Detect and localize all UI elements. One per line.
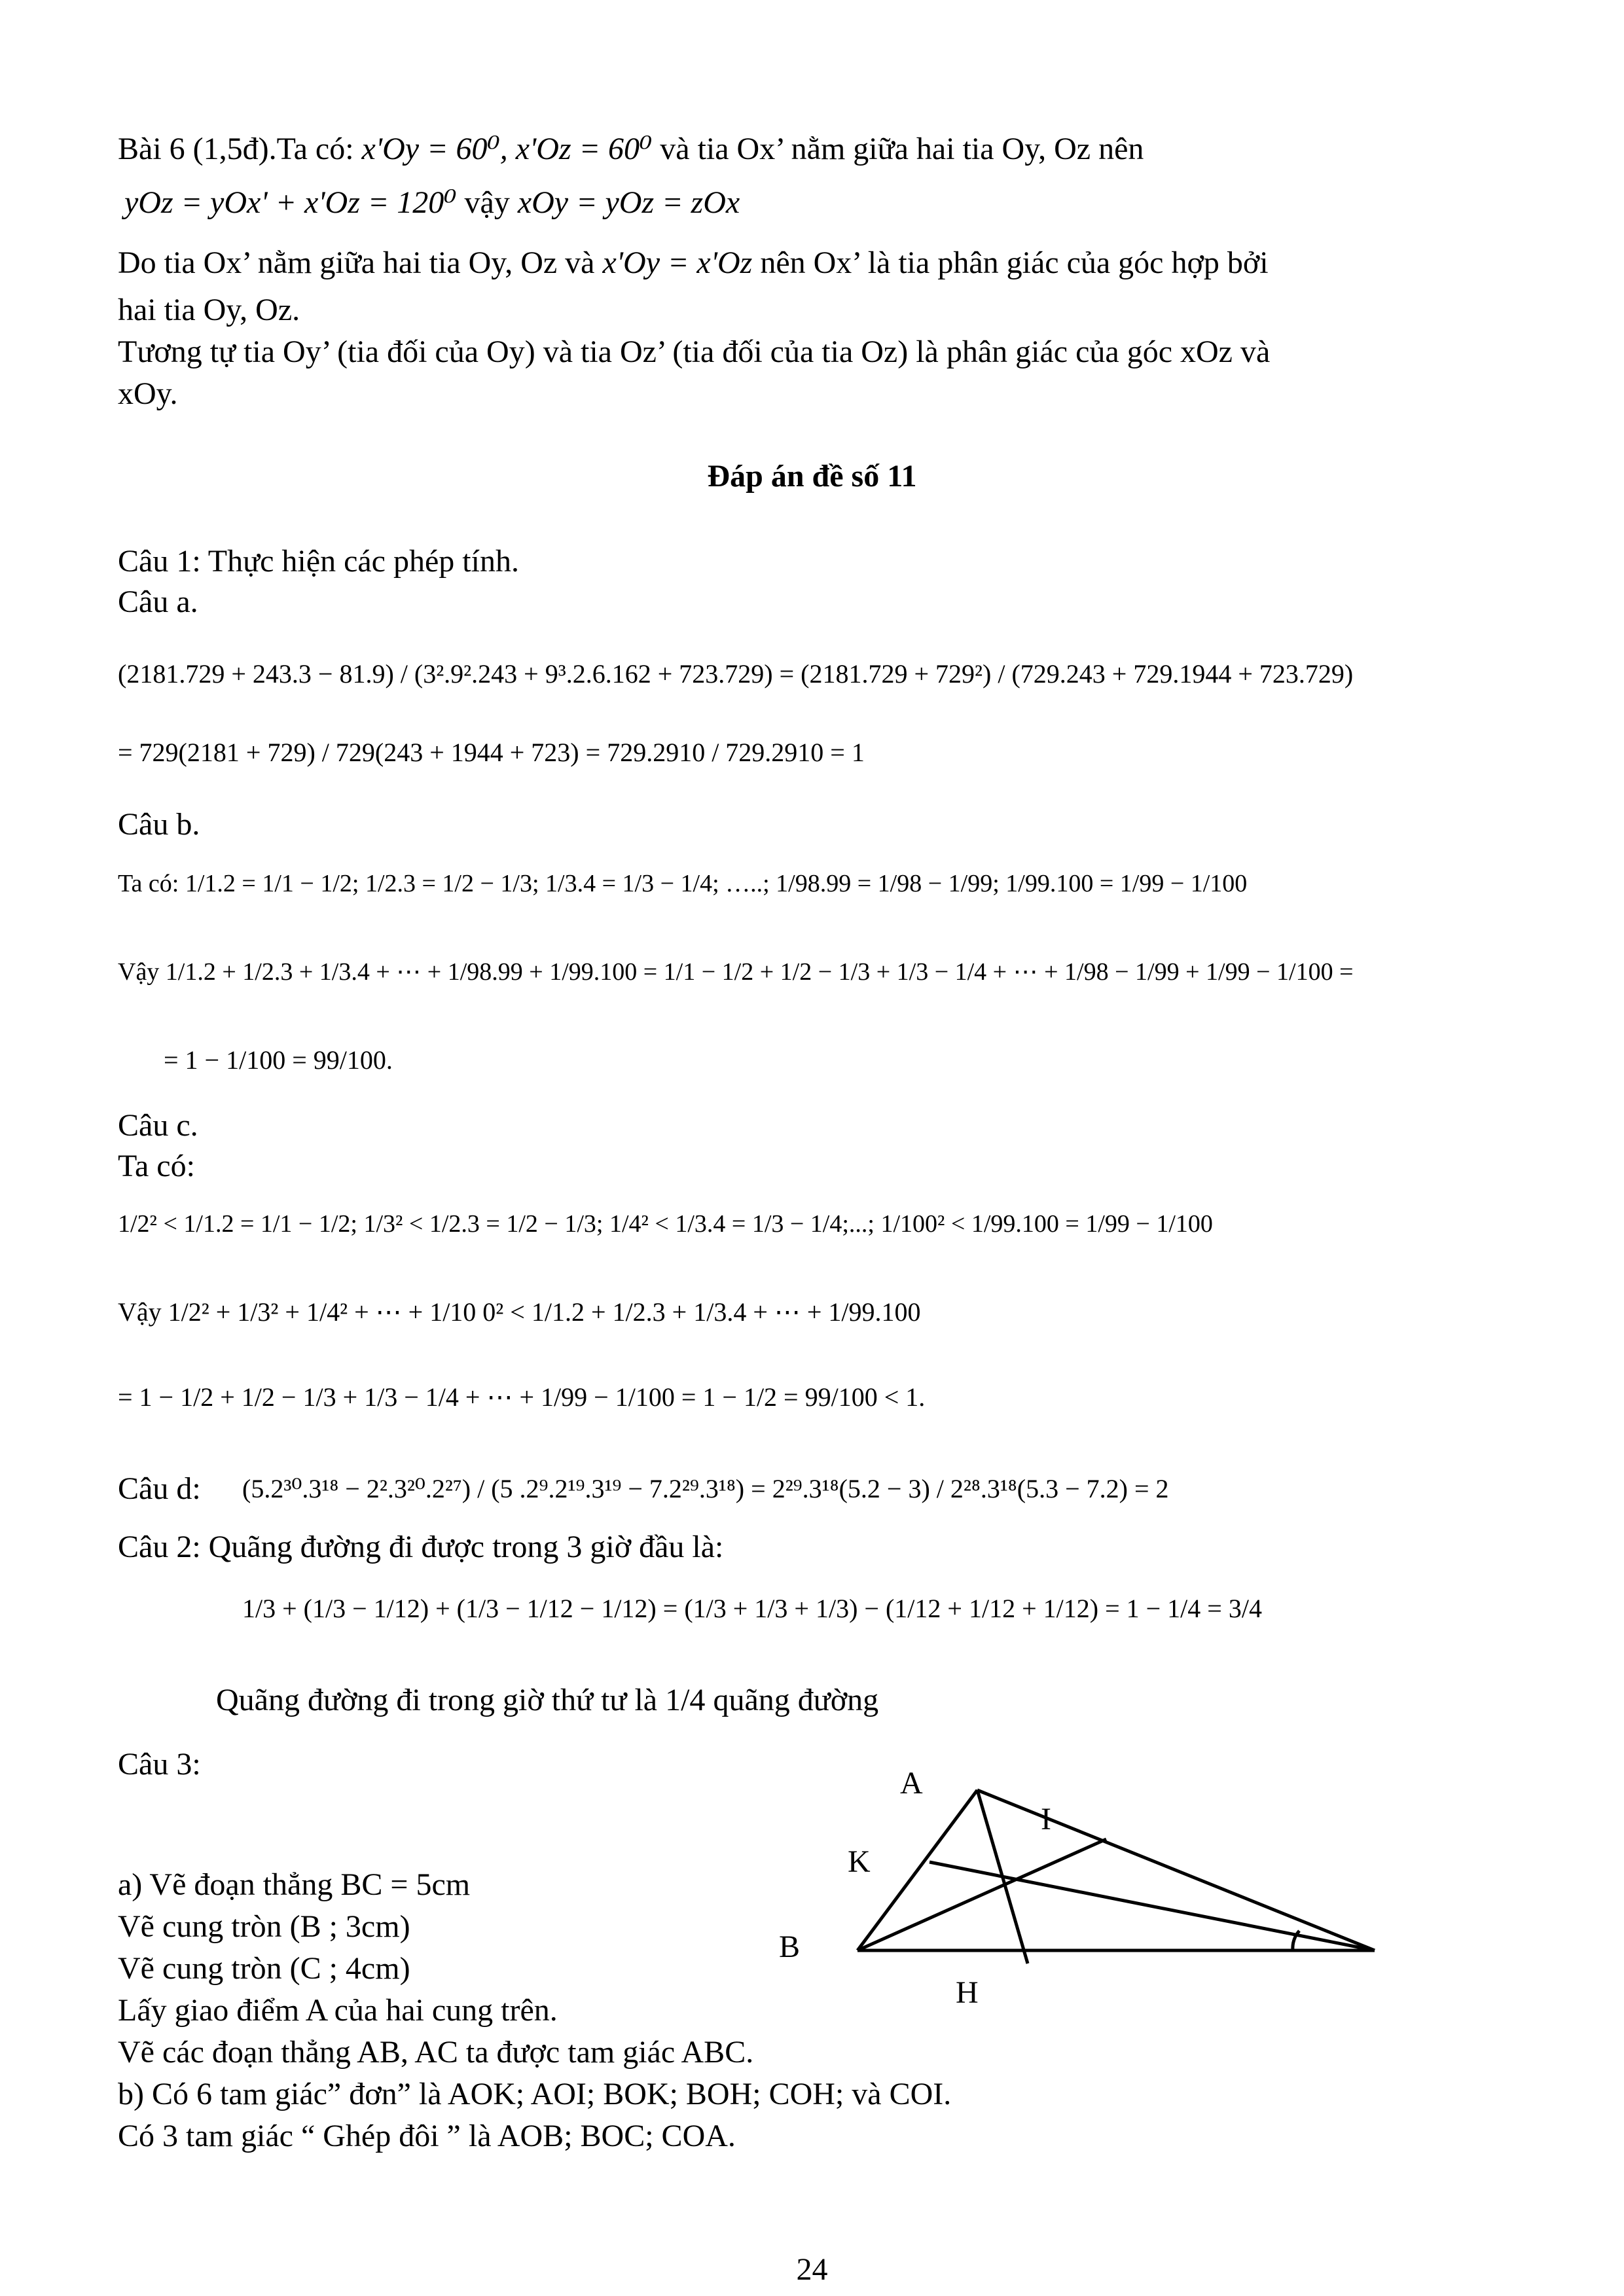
side-ab xyxy=(857,1790,977,1950)
label-b: B xyxy=(779,1929,801,1964)
cau1-a-label: Câu a. xyxy=(118,584,198,619)
label-i: I xyxy=(1041,1802,1051,1837)
section-title: Đáp án đề số 11 xyxy=(707,459,917,493)
segment-bi xyxy=(857,1839,1106,1950)
cau3-a4: Lấy giao điểm A của hai cung trên. xyxy=(118,1993,558,2028)
label-c: C xyxy=(1384,1943,1406,1977)
cau3-a5: Vẽ các đoạn thẳng AB, AC ta được tam giác ABC. xyxy=(118,2035,754,2070)
text: quãng đường xyxy=(705,1683,879,1717)
label-k: K xyxy=(848,1844,871,1879)
cau2-heading: Câu 2: Quãng đường đi được trong 3 giờ đầu là: xyxy=(118,1530,724,1564)
text: Bài 6 (1,5đ).Ta có: xyxy=(118,132,362,166)
text: và tia Ox’ nằm giữa hai tia Oy, Oz nên xyxy=(652,132,1144,166)
cau1-d-label: Câu d: xyxy=(118,1471,201,1506)
math: x'Oy = 60⁰, x'Oz = 60⁰ xyxy=(361,132,653,166)
cau1-b-line1: Ta có: 1/1.2 = 1/1 − 1/2; 1/2.3 = 1/2 − 1/3; 1/3.4 = 1/3 − 1/4; …..; 1/98.99 = 1/98 − 1/99; 1/99.100 = 1/99 − 1/100 xyxy=(118,870,1248,897)
cau1-a-line1: (2181.729 + 243.3 − 81.9) / (3².9².243 + 9³.2.6.162 + 723.729) = (2181.729 + 729²) / (729.243 + 729.1944 + 723.729) xyxy=(118,659,1354,689)
math: x'Oy = x'Oz xyxy=(602,245,753,280)
cau1-b-line3: = 1 − 1/100 = 99/100. xyxy=(164,1045,393,1075)
cau1-c-taco: Ta có: xyxy=(118,1149,195,1183)
cau1-b-line2: Vậy 1/1.2 + 1/2.3 + 1/3.4 + ⋯ + 1/98.99 + 1/99.100 = 1/1 − 1/2 + 1/2 − 1/3 + 1/3 − 1/4 + ⋯ + 1/98 − 1/99 + 1/99 − 1/100 = xyxy=(118,958,1354,986)
math: yOz = yOx' + x'Oz = 120⁰ xyxy=(124,185,457,220)
cau3-b1: b) Có 6 tam giác” đơn” là AOK; AOI; BOK; BOH; COH; và COI. xyxy=(118,2077,952,2111)
segment-ck xyxy=(929,1862,1375,1950)
cau3-a1: a) Vẽ đoạn thẳng BC = 5cm xyxy=(118,1867,471,1902)
fraction: 1/4 xyxy=(665,1683,706,1717)
cau3-a3: Vẽ cung tròn (C ; 4cm) xyxy=(118,1951,410,1986)
cau2-expr: 1/3 + (1/3 − 1/12) + (1/3 − 1/12 − 1/12) = (1/3 + 1/3 + 1/3) − (1/12 + 1/12 + 1/12) = 1 − 1/4 = 3/4 xyxy=(242,1594,1262,1623)
label-h: H xyxy=(956,1975,979,2010)
cau1-b-label: Câu b. xyxy=(118,807,200,842)
math: xOy = yOz = zOx xyxy=(517,185,740,220)
cau1-c-line3: = 1 − 1/2 + 1/2 − 1/3 + 1/3 − 1/4 + ⋯ + 1/99 − 1/100 = 1 − 1/2 = 99/100 < 1. xyxy=(118,1382,926,1412)
bai6-line5: Tương tự tia Oy’ (tia đối của Oy) và tia Oz’ (tia đối của tia Oz) là phân giác của góc xOz và xyxy=(118,334,1271,369)
cau3-b2: Có 3 tam giác “ Ghép đôi ” là AOB; BOC; COA. xyxy=(118,2119,736,2153)
cau3-a2: Vẽ cung tròn (B ; 3cm) xyxy=(118,1909,410,1944)
text: Quãng đường đi trong giờ thứ tư là xyxy=(216,1683,666,1717)
bai6-line4: hai tia Oy, Oz. xyxy=(118,293,300,327)
text: nên Ox’ là tia phân giác của góc hợp bởi xyxy=(752,245,1269,280)
cau1-c-line1: 1/2² < 1/1.2 = 1/1 − 1/2; 1/3² < 1/2.3 = 1/2 − 1/3; 1/4² < 1/3.4 = 1/3 − 1/4;...; 1/100² < 1/99.100 = 1/99 − 1/100 xyxy=(118,1210,1213,1238)
label-a: A xyxy=(900,1766,923,1801)
cau1-d-expr: (5.2³⁰.3¹⁸ − 2².3²⁰.2²⁷) / (5 .2⁹.2¹⁹.3¹⁹ − 7.2²⁹.3¹⁸) = 2²⁹.3¹⁸(5.2 − 3) / 2²⁸.3¹⁸(5.3 − 7.2) = 2 xyxy=(242,1474,1169,1503)
text: Do tia Ox’ nằm giữa hai tia Oy, Oz và xyxy=(118,245,603,280)
cau1-c-line2: Vậy 1/2² + 1/3² + 1/4² + ⋯ + 1/10 0² < 1/1.2 + 1/2.3 + 1/3.4 + ⋯ + 1/99.100 xyxy=(118,1297,921,1327)
cau3-heading: Câu 3: xyxy=(118,1747,201,1782)
page-number: 24 xyxy=(796,2252,828,2287)
cau1-a-line2: = 729(2181 + 729) / 729(243 + 1944 + 723) = 729.2910 / 729.2910 = 1 xyxy=(118,738,865,767)
bai6-line6: xOy. xyxy=(118,376,178,411)
cau1-heading: Câu 1: Thực hiện các phép tính. xyxy=(118,544,519,579)
text: vậy xyxy=(456,185,518,220)
cau1-c-label: Câu c. xyxy=(118,1108,198,1143)
